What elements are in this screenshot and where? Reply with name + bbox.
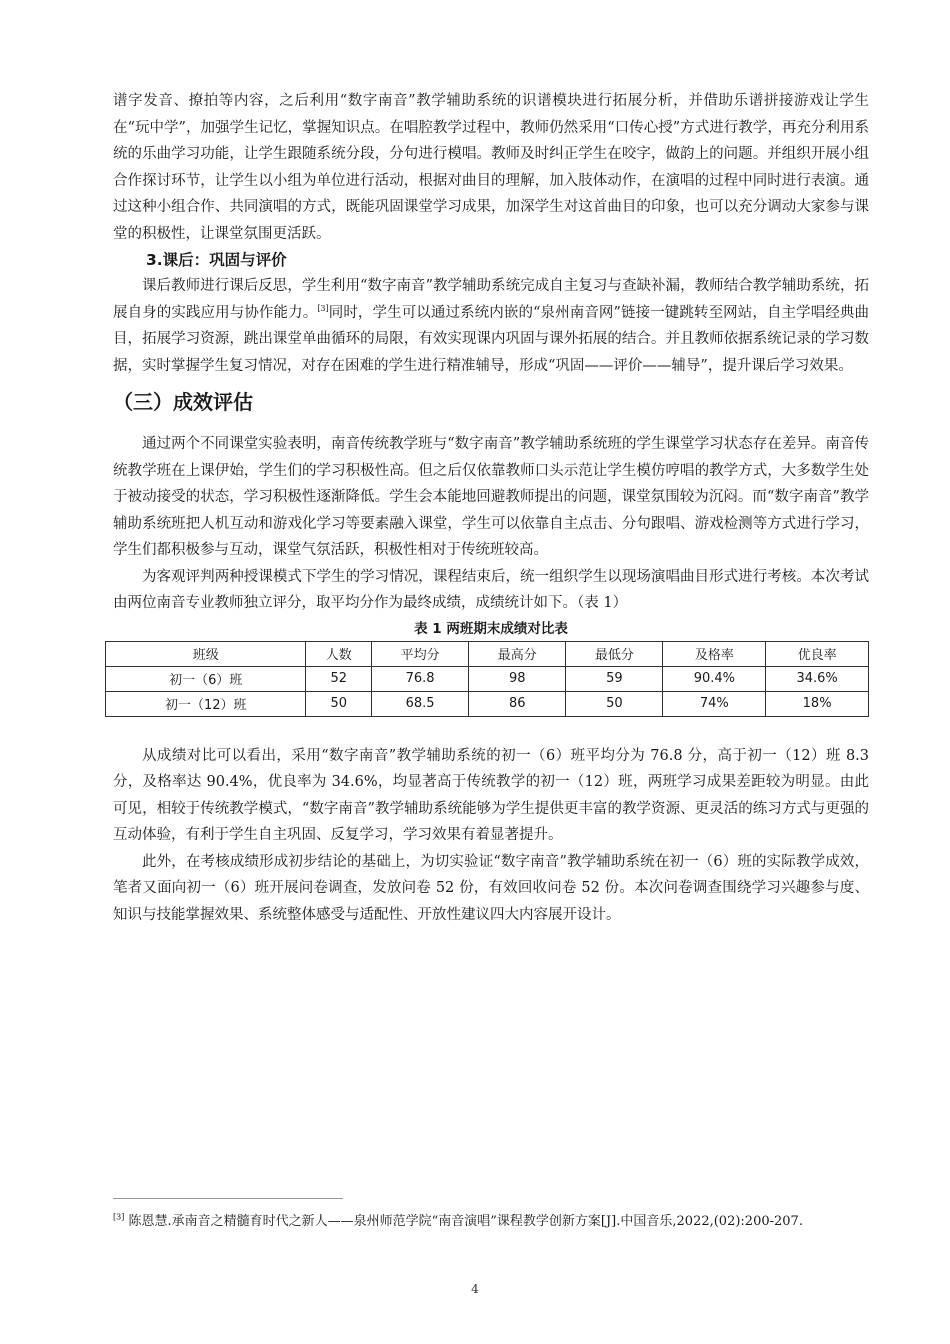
- footnote-mark: [3]: [113, 1212, 125, 1222]
- paragraph-after-class: [113, 273, 869, 379]
- score-comparison-table: [105, 641, 869, 717]
- table-header-cell: 最低分: [566, 641, 663, 666]
- section-heading-evaluation: （三）成效评估: [113, 390, 253, 414]
- table-header-cell: 班级: [106, 641, 306, 666]
- paragraph-result-1: 从成绩对比可以看出，采用“数字南音”教学辅助系统的初一（6）班平均分为 76.8 分，高于初一（12）班 8.3 分，及格率达 90.4%，优良率为 34.6%，均显著高于传统教学的初一（12）班，两班学习成果差距较为明显。由此可见，相较于传统教学模式，“数字南音”教学辅助系统能够为学生提供更丰富的教学资源、更灵活的练习方式与更强的互动体验，有利于学生自主巩固、反复学习，学习效果有着显著提升。: [113, 747, 869, 843]
- subheading-after-class: 3.课后：巩固与评价: [146, 251, 287, 269]
- table-cell: 50: [306, 691, 372, 716]
- footnote-text: 陈恩慧.承南音之精髓育时代之新人——泉州师范学院“南音演唱”课程教学创新方案[J].中国音乐,2022,(02):200-207.: [124, 1214, 803, 1229]
- page-body: [113, 88, 869, 928]
- paragraph-after-class-text-1: 课后教师进行课后反思，学生利用“数字南音”教学辅助系统完成自主复习与查缺补漏，教师结合教学辅助系统，拓展自身的实践应用与协作能力。: [113, 278, 869, 321]
- table-row: [106, 691, 869, 716]
- table-cell: 74%: [663, 691, 766, 716]
- table-header-cell: 平均分: [372, 641, 469, 666]
- table-cell: 50: [566, 691, 663, 716]
- table-header-cell: 最高分: [469, 641, 566, 666]
- paragraph-result-2: 此外，在考核成绩形成初步结论的基础上，为切实验证“数字南音”教学辅助系统在初一（6）班的实际教学成效，笔者又面向初一（6）班开展问卷调查，发放问卷 52 份，有效回收问卷 52 份。本次问卷调查围绕学习兴趣参与度、知识与技能掌握效果、系统整体感受与适配性、开放性建议四大内容展开设计。: [113, 853, 869, 923]
- table-cell: 初一（12）班: [106, 691, 306, 716]
- table-header-cell: 人数: [306, 641, 372, 666]
- table-cell: 34.6%: [766, 666, 869, 691]
- table-cell: 98: [469, 666, 566, 691]
- table-cell: 76.8: [372, 666, 469, 691]
- table-cell: 18%: [766, 691, 869, 716]
- table-caption: 表 1 两班期末成绩对比表: [414, 620, 568, 637]
- paragraph-continued: 谱字发音、撩拍等内容，之后利用“数字南音”教学辅助系统的识谱模块进行拓展分析，并借助乐谱拼接游戏让学生在“玩中学”，加强学生记忆，掌握知识点。在唱腔教学过程中，教师仍然采用“口传心授”方式进行教学，再充分利用系统的乐曲学习功能，让学生跟随系统分段，分句进行模唱。教师及时纠正学生在咬字，做韵上的问题。并组织开展小组合作探讨环节，让学生以小组为单位进行活动，根据对曲目的理解，加入肢体动作，在演唱的过程中同时进行表演。通过这种小组合作、共同演唱的方式，既能巩固课堂学习成果，加深学生对这首曲目的印象，也可以充分调动大家参与课堂的积极性，让课堂氛围更活跃。: [113, 93, 869, 242]
- table-header-cell: 及格率: [663, 641, 766, 666]
- paragraph-after-class-text-2: 同时，学生可以通过系统内嵌的“泉州南音网”链接一键跳转至网站，自主学唱经典曲目，拓展学习资源，跳出课堂单曲循环的局限，有效实现课内巩固与课外拓展的结合。并且教师依据系统记录的学习数据，实时掌握学生复习情况，对存在困难的学生进行精准辅导，形成“巩固——评价——辅导”，提升课后学习效果。: [113, 304, 870, 374]
- paragraph-evaluation-1: 通过两个不同课堂实验表明，南音传统教学班与“数字南音”教学辅助系统班的学生课堂学习状态存在差异。南音传统教学班在上课伊始，学生们的学习积极性高。但之后仅依靠教师口头示范让学生模仿哼唱的教学方式，大多数学生处于被动接受的状态，学习积极性逐渐降低。学生会本能地回避教师提出的问题，课堂氛围较为沉闷。而“数字南音”教学辅助系统班把人机互动和游戏化学习等要素融入课堂，学生可以依靠自主点击、分句跟唱、游戏检测等方式进行学习，学生们都积极参与互动，课堂气氛活跃，积极性相对于传统班较高。: [113, 436, 869, 558]
- table-cell: 初一（6）班: [106, 666, 306, 691]
- footnote-divider: [113, 1198, 343, 1199]
- table-cell: 68.5: [372, 691, 469, 716]
- table-header-row: [106, 641, 869, 666]
- citation-ref-3[interactable]: [3]: [317, 303, 329, 313]
- table-cell: 86: [469, 691, 566, 716]
- footnote-3: [113, 1210, 863, 1233]
- table-row: [106, 666, 869, 691]
- table-cell: 90.4%: [663, 666, 766, 691]
- table-cell: 52: [306, 666, 372, 691]
- table-cell: 59: [566, 666, 663, 691]
- paragraph-evaluation-2: 为客观评判两种授课模式下学生的学习情况，课程结束后，统一组织学生以现场演唱曲目形式进行考核。本次考试由两位南音专业教师独立评分，取平均分作为最终成绩，成绩统计如下。（表 1）: [113, 568, 869, 611]
- table-header-cell: 优良率: [766, 641, 869, 666]
- page-number: 4: [471, 1282, 479, 1296]
